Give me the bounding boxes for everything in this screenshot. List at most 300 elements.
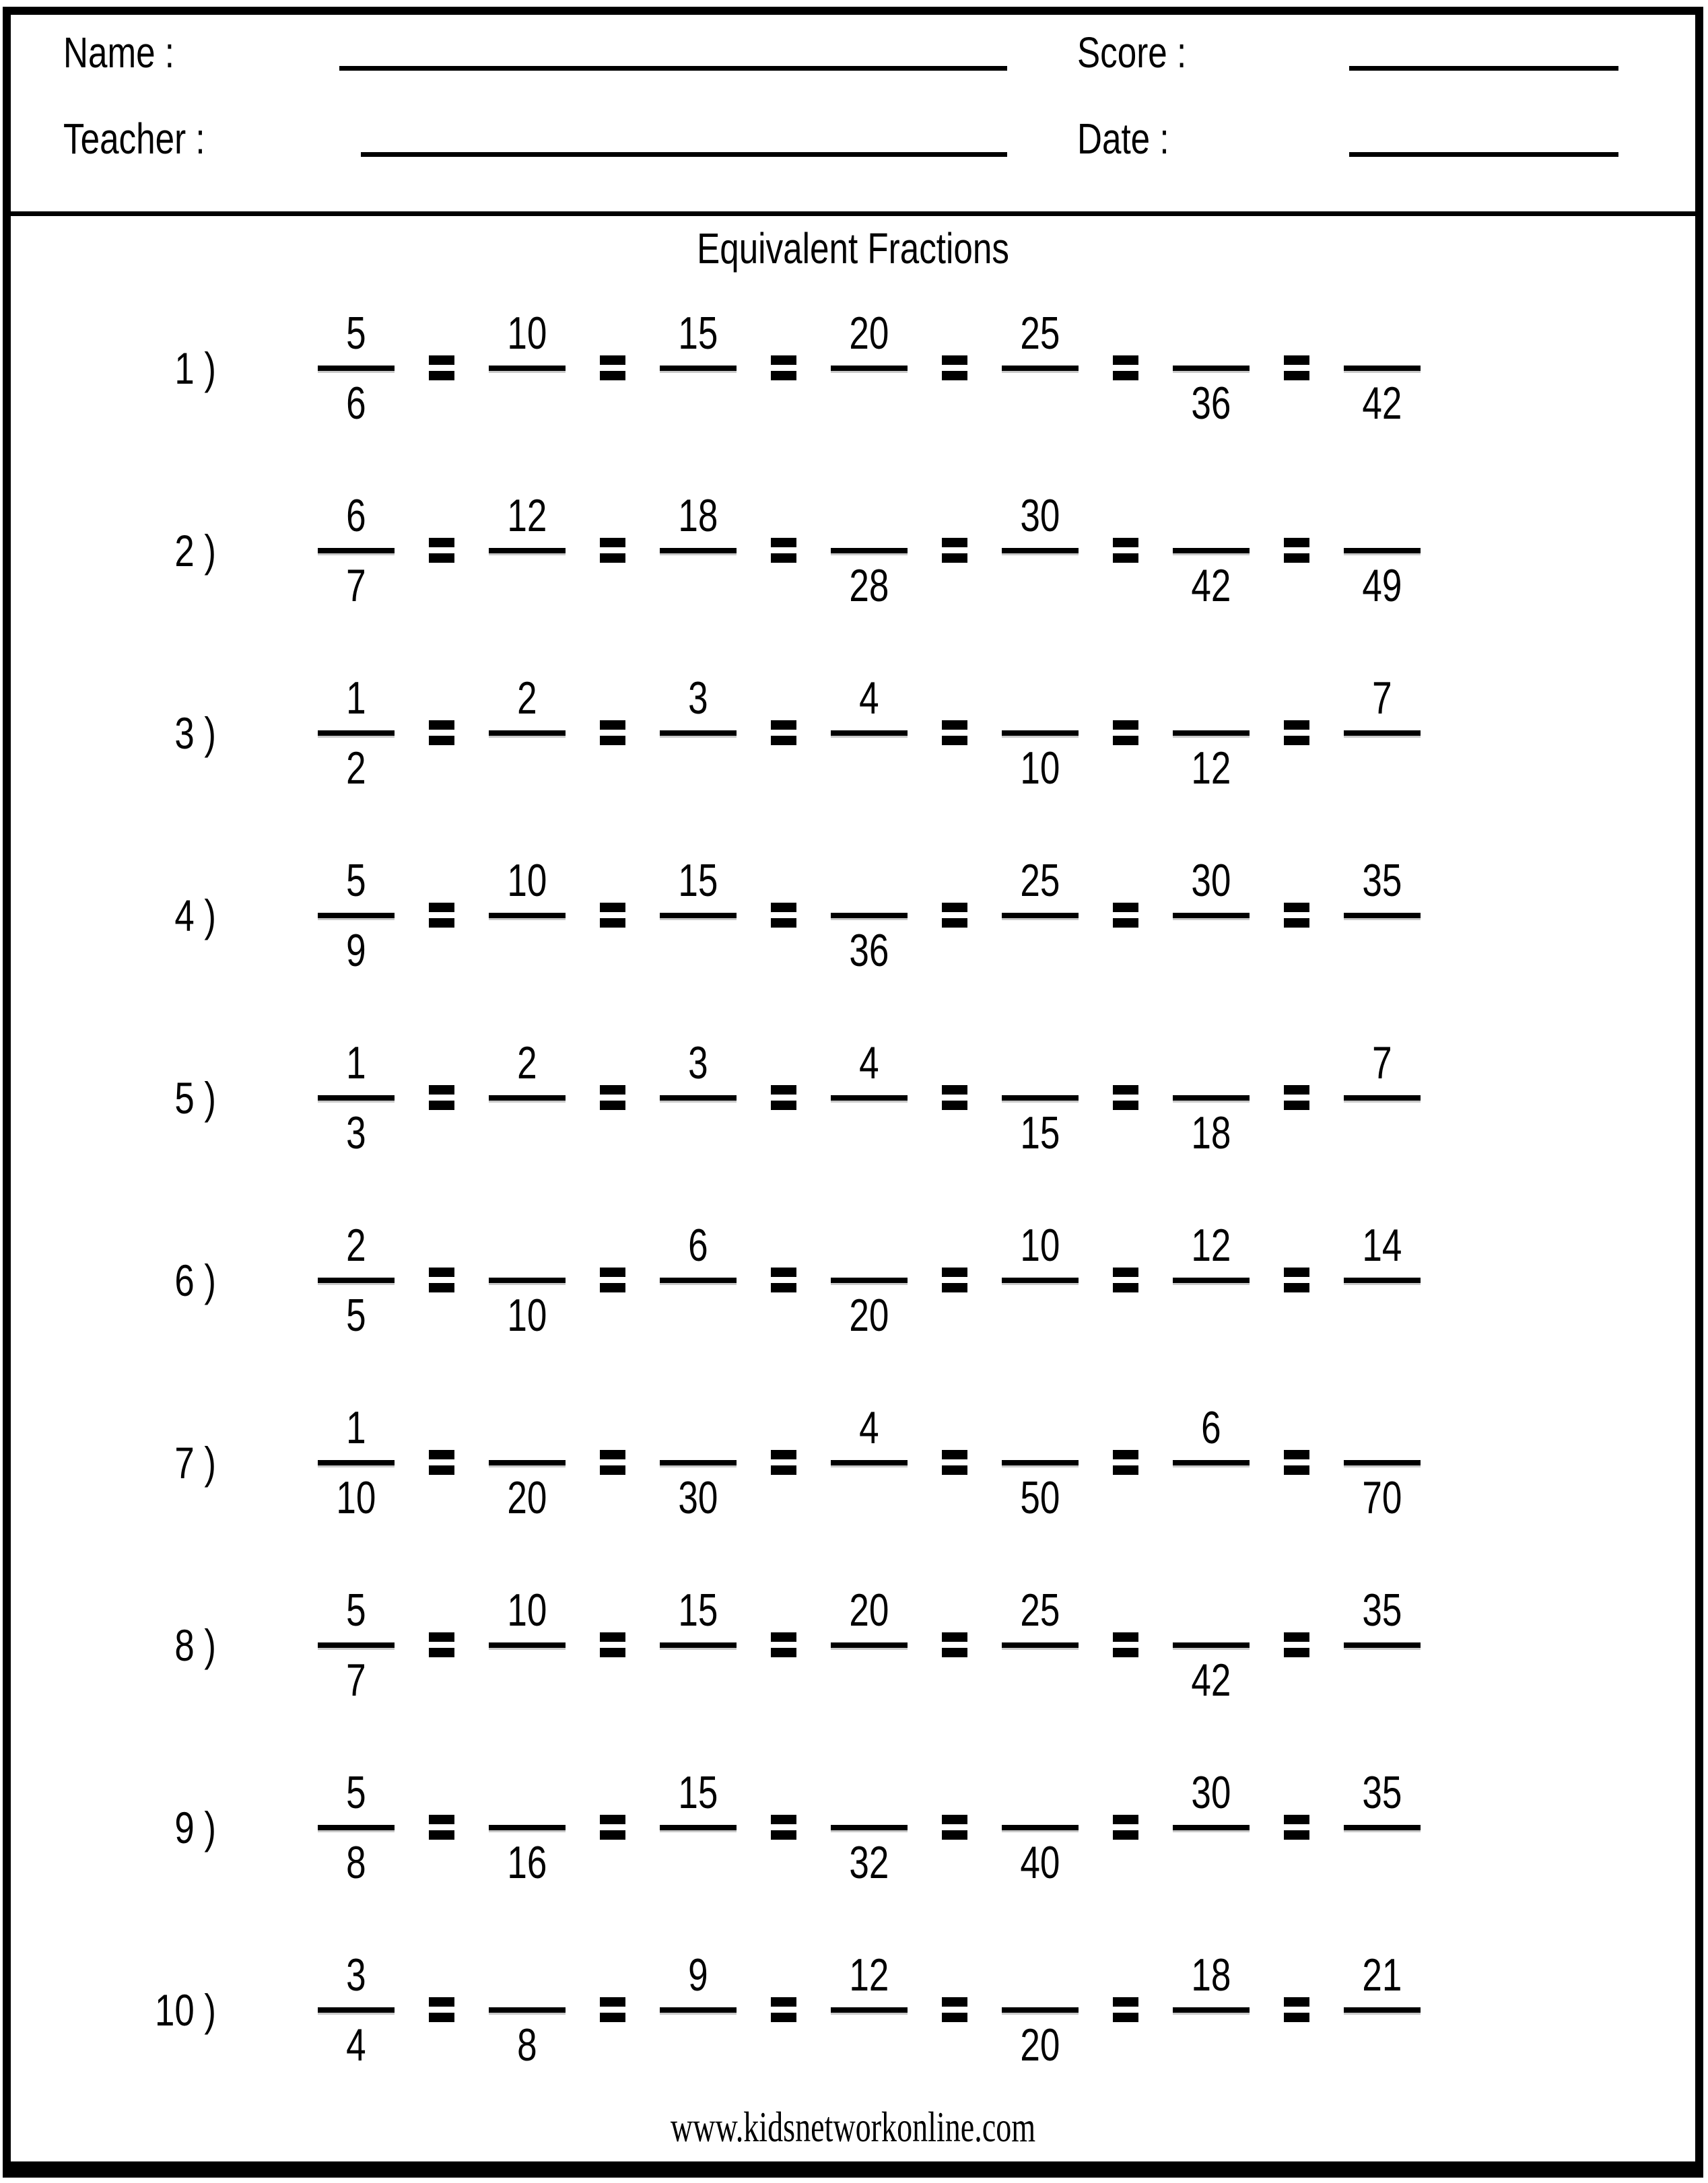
equals-sign xyxy=(429,355,454,380)
website-footer: www.kidsnetworkonline.com xyxy=(670,2103,1036,2151)
fraction-numerator: 12 xyxy=(1191,1219,1231,1271)
fraction xyxy=(986,1043,1094,1158)
equals-sign xyxy=(429,1632,454,1657)
fraction-bar xyxy=(1002,1095,1079,1101)
fraction-numerator: 20 xyxy=(849,307,889,359)
equals-sign xyxy=(600,538,625,563)
fraction xyxy=(644,1219,752,1336)
fraction-numerator: 10 xyxy=(507,1584,547,1636)
fraction-numerator: 5 xyxy=(346,1584,366,1636)
fraction-bar xyxy=(1173,1460,1250,1465)
fraction-bar xyxy=(1002,1278,1079,1283)
fraction-bar xyxy=(1002,1642,1079,1648)
equals-sign xyxy=(600,1268,625,1292)
fraction-numerator: 7 xyxy=(1372,1037,1392,1088)
fraction xyxy=(473,1955,581,2071)
equals-sign xyxy=(429,1450,454,1475)
fraction-numerator: 18 xyxy=(678,489,718,541)
fraction-numerator: 10 xyxy=(1020,1219,1060,1271)
fraction-numerator: 35 xyxy=(1362,1584,1402,1636)
problem-row xyxy=(11,824,1695,1006)
fraction-bar xyxy=(1173,1095,1250,1101)
fraction-denominator: 10 xyxy=(507,1289,547,1341)
fraction-denominator: 42 xyxy=(1191,559,1231,611)
fraction-bar xyxy=(1173,548,1250,553)
problem-row xyxy=(11,1736,1695,1918)
problem-number: 3 ) xyxy=(174,707,216,758)
problem-row xyxy=(11,1918,1695,2101)
fraction-numerator: 9 xyxy=(688,1949,708,2001)
problem-row xyxy=(11,1006,1695,1189)
fraction-numerator: 7 xyxy=(1372,672,1392,724)
fraction xyxy=(473,1584,581,1700)
equals-sign xyxy=(600,1450,625,1475)
fraction-numerator: 25 xyxy=(1020,307,1060,359)
problem-number: 5 ) xyxy=(174,1072,216,1123)
fraction-numerator: 3 xyxy=(346,1949,366,2001)
problem-row xyxy=(11,1554,1695,1736)
fraction-bar xyxy=(660,1642,737,1648)
fraction-numerator: 15 xyxy=(678,307,718,359)
fraction-bar xyxy=(1173,913,1250,918)
equals-sign xyxy=(771,1997,796,2022)
fraction-bar xyxy=(318,2007,395,2013)
fraction xyxy=(302,1949,410,2071)
fraction-denominator: 8 xyxy=(346,1836,366,1888)
fraction-bar xyxy=(489,2007,566,2013)
fraction-denominator: 6 xyxy=(346,377,366,429)
equals-sign xyxy=(429,903,454,928)
equals-sign xyxy=(600,1632,625,1657)
fraction-numerator: 20 xyxy=(849,1584,889,1636)
fraction xyxy=(1157,495,1265,611)
fraction-bar xyxy=(660,366,737,371)
fraction-numerator: 25 xyxy=(1020,854,1060,906)
fraction-bar xyxy=(1002,1825,1079,1830)
equals-sign xyxy=(942,720,967,745)
fraction-bar xyxy=(489,1095,566,1101)
teacher-field-line[interactable] xyxy=(361,152,1007,157)
fraction-bar xyxy=(1344,1642,1421,1648)
fraction-numerator: 12 xyxy=(849,1949,889,2001)
equals-sign xyxy=(942,1997,967,2022)
equals-sign xyxy=(942,538,967,563)
equals-sign xyxy=(1284,1632,1309,1657)
equals-sign xyxy=(1113,720,1138,745)
fraction-numerator: 18 xyxy=(1191,1949,1231,2001)
score-label: Score : xyxy=(1077,28,1187,77)
date-label: Date : xyxy=(1077,114,1169,163)
fraction-bar xyxy=(489,1642,566,1648)
equals-sign xyxy=(771,1268,796,1292)
problem-row xyxy=(11,459,1695,642)
fraction xyxy=(644,307,752,423)
fraction-numerator: 30 xyxy=(1191,854,1231,906)
fraction-denominator: 30 xyxy=(678,1471,718,1523)
fraction-bar xyxy=(831,1460,908,1465)
equals-sign xyxy=(771,1085,796,1110)
fraction-denominator: 7 xyxy=(346,1654,366,1706)
equals-sign xyxy=(1284,1815,1309,1840)
fraction-denominator: 15 xyxy=(1020,1107,1060,1158)
fraction-bar xyxy=(1002,730,1079,736)
problem-number: 6 ) xyxy=(174,1255,216,1305)
fraction-bar xyxy=(660,1095,737,1101)
fraction-denominator: 10 xyxy=(336,1471,376,1523)
problem-row xyxy=(11,642,1695,824)
fraction xyxy=(1328,672,1436,788)
fraction-bar xyxy=(489,1460,566,1465)
fraction-denominator: 20 xyxy=(849,1289,889,1341)
fraction-denominator: 3 xyxy=(346,1107,366,1158)
fraction-bar xyxy=(660,730,737,736)
fraction xyxy=(815,1772,923,1888)
fraction-bar xyxy=(660,1278,737,1283)
fraction-denominator: 8 xyxy=(517,2019,537,2071)
equals-sign xyxy=(600,1085,625,1110)
fraction-numerator: 35 xyxy=(1362,1766,1402,1818)
fraction xyxy=(1157,313,1265,429)
fraction-numerator: 6 xyxy=(688,1219,708,1271)
problem-number: 1 ) xyxy=(174,343,216,393)
fraction-numerator: 1 xyxy=(346,672,366,724)
worksheet-body xyxy=(11,224,1695,2151)
name-field-line[interactable] xyxy=(339,66,1007,71)
fraction xyxy=(1157,1766,1265,1883)
equals-sign xyxy=(429,1997,454,2022)
fraction-bar xyxy=(1344,1278,1421,1283)
fraction xyxy=(1328,1766,1436,1883)
equals-sign xyxy=(942,1815,967,1840)
fraction-numerator: 25 xyxy=(1020,1584,1060,1636)
fraction-numerator: 2 xyxy=(517,672,537,724)
fraction-bar xyxy=(318,913,395,918)
fraction-bar xyxy=(1344,366,1421,371)
fraction xyxy=(473,1408,581,1523)
fraction-denominator: 36 xyxy=(849,924,889,976)
fraction-bar xyxy=(318,548,395,553)
fraction-numerator: 15 xyxy=(678,1584,718,1636)
equals-sign xyxy=(1113,1815,1138,1840)
fraction-numerator: 1 xyxy=(346,1037,366,1088)
fraction-bar xyxy=(1344,1095,1421,1101)
fraction-bar xyxy=(1002,1460,1079,1465)
fraction-bar xyxy=(831,548,908,553)
equals-sign xyxy=(942,355,967,380)
problem-number: 10 ) xyxy=(155,1984,216,2035)
equals-sign xyxy=(1113,1997,1138,2022)
fraction xyxy=(302,1401,410,1523)
fraction-numerator: 15 xyxy=(678,1766,718,1818)
fraction-bar xyxy=(660,913,737,918)
header xyxy=(11,15,1695,216)
fraction-bar xyxy=(1344,1460,1421,1465)
fraction-denominator: 4 xyxy=(346,2019,366,2071)
fraction xyxy=(644,1584,752,1700)
fraction xyxy=(644,1766,752,1883)
equals-sign xyxy=(771,1450,796,1475)
equals-sign xyxy=(771,903,796,928)
fraction xyxy=(1157,1401,1265,1518)
equals-sign xyxy=(942,1085,967,1110)
fraction xyxy=(815,1949,923,2065)
fraction xyxy=(815,307,923,423)
fraction-bar xyxy=(318,730,395,736)
fraction xyxy=(986,1584,1094,1700)
equals-sign xyxy=(771,720,796,745)
fraction xyxy=(986,1772,1094,1888)
score-field-line[interactable] xyxy=(1349,66,1618,71)
page-title: Equivalent Fractions xyxy=(697,224,1009,273)
equals-sign xyxy=(1284,538,1309,563)
fraction-bar xyxy=(318,1460,395,1465)
equals-sign xyxy=(1284,903,1309,928)
equals-sign xyxy=(600,1815,625,1840)
fraction-bar xyxy=(1344,1825,1421,1830)
equals-sign xyxy=(1284,1085,1309,1110)
fraction-bar xyxy=(1002,913,1079,918)
problems xyxy=(11,277,1695,2101)
fraction-denominator: 28 xyxy=(849,559,889,611)
fraction-bar xyxy=(318,366,395,371)
problem-row xyxy=(11,277,1695,459)
fraction xyxy=(644,1949,752,2065)
equals-sign xyxy=(429,1815,454,1840)
fraction-bar xyxy=(831,913,908,918)
fraction-bar xyxy=(1173,1642,1250,1648)
fraction-denominator: 9 xyxy=(346,924,366,976)
fraction-bar xyxy=(1173,366,1250,371)
fraction-bar xyxy=(660,548,737,553)
equals-sign xyxy=(1284,355,1309,380)
fraction-numerator: 3 xyxy=(688,1037,708,1088)
equals-sign xyxy=(1284,720,1309,745)
fraction-bar xyxy=(1344,730,1421,736)
fraction-bar xyxy=(489,913,566,918)
fraction-denominator: 32 xyxy=(849,1836,889,1888)
fraction-bar xyxy=(1344,548,1421,553)
fraction-denominator: 10 xyxy=(1020,742,1060,794)
fraction xyxy=(302,1037,410,1158)
fraction xyxy=(302,854,410,976)
fraction xyxy=(302,1584,410,1706)
fraction-bar xyxy=(489,730,566,736)
fraction-bar xyxy=(831,730,908,736)
equals-sign xyxy=(1113,538,1138,563)
problem-row xyxy=(11,1371,1695,1554)
fraction xyxy=(473,854,581,971)
equals-sign xyxy=(429,1268,454,1292)
fraction-bar xyxy=(1344,2007,1421,2013)
fraction xyxy=(473,1037,581,1153)
fraction xyxy=(815,672,923,788)
equals-sign xyxy=(942,1268,967,1292)
fraction xyxy=(473,307,581,423)
equals-sign xyxy=(1113,1268,1138,1292)
problem-number: 9 ) xyxy=(174,1802,216,1852)
problem-number: 8 ) xyxy=(174,1620,216,1670)
fraction xyxy=(644,854,752,971)
fraction-bar xyxy=(1173,1278,1250,1283)
fraction xyxy=(815,1401,923,1518)
equals-sign xyxy=(1113,903,1138,928)
fraction-numerator: 10 xyxy=(507,854,547,906)
fraction-numerator: 10 xyxy=(507,307,547,359)
fraction xyxy=(1157,1949,1265,2065)
fraction-denominator: 18 xyxy=(1191,1107,1231,1158)
fraction-denominator: 42 xyxy=(1362,377,1402,429)
fraction-bar xyxy=(318,1642,395,1648)
fraction-denominator: 2 xyxy=(346,742,366,794)
fraction-numerator: 35 xyxy=(1362,854,1402,906)
fraction-numerator: 21 xyxy=(1362,1949,1402,2001)
fraction-bar xyxy=(1173,1825,1250,1830)
fraction xyxy=(815,1225,923,1341)
fraction-numerator: 14 xyxy=(1362,1219,1402,1271)
equals-sign xyxy=(600,1997,625,2022)
fraction-numerator: 4 xyxy=(859,672,879,724)
fraction xyxy=(986,854,1094,971)
fraction-bar xyxy=(489,1278,566,1283)
problem-number: 7 ) xyxy=(174,1437,216,1488)
fraction xyxy=(986,489,1094,606)
fraction xyxy=(302,1219,410,1341)
fraction-bar xyxy=(1344,913,1421,918)
fraction-bar xyxy=(831,1278,908,1283)
fraction xyxy=(302,1766,410,1888)
fraction-numerator: 5 xyxy=(346,307,366,359)
fraction xyxy=(986,1955,1094,2071)
equals-sign xyxy=(1284,1997,1309,2022)
equals-sign xyxy=(942,903,967,928)
fraction xyxy=(1328,495,1436,611)
equals-sign xyxy=(1284,1450,1309,1475)
equals-sign xyxy=(1284,1268,1309,1292)
fraction-bar xyxy=(318,1278,395,1283)
fraction-bar xyxy=(831,1642,908,1648)
fraction-bar xyxy=(831,1095,908,1101)
equals-sign xyxy=(429,720,454,745)
fraction-denominator: 50 xyxy=(1020,1471,1060,1523)
fraction-denominator: 49 xyxy=(1362,559,1402,611)
fraction xyxy=(1157,854,1265,971)
fraction-bar xyxy=(831,2007,908,2013)
fraction xyxy=(644,489,752,606)
fraction-numerator: 2 xyxy=(517,1037,537,1088)
fraction xyxy=(986,1219,1094,1336)
fraction xyxy=(473,489,581,606)
fraction-numerator: 4 xyxy=(859,1401,879,1453)
fraction-bar xyxy=(831,1825,908,1830)
fraction xyxy=(302,672,410,794)
fraction-numerator: 30 xyxy=(1020,489,1060,541)
equals-sign xyxy=(1113,1632,1138,1657)
fraction-bar xyxy=(660,2007,737,2013)
fraction xyxy=(815,495,923,611)
fraction-bar xyxy=(1173,730,1250,736)
fraction-numerator: 1 xyxy=(346,1401,366,1453)
fraction xyxy=(1328,1037,1436,1153)
fraction xyxy=(815,1584,923,1700)
fraction xyxy=(302,307,410,429)
fraction-bar xyxy=(489,366,566,371)
fraction-denominator: 36 xyxy=(1191,377,1231,429)
fraction xyxy=(1328,1219,1436,1336)
fraction-bar xyxy=(1002,548,1079,553)
equals-sign xyxy=(771,1815,796,1840)
fraction-denominator: 12 xyxy=(1191,742,1231,794)
problem-row xyxy=(11,1189,1695,1371)
fraction-denominator: 40 xyxy=(1020,1836,1060,1888)
problem-number: 4 ) xyxy=(174,890,216,940)
fraction xyxy=(473,1772,581,1888)
fraction xyxy=(986,678,1094,794)
equals-sign xyxy=(1113,1450,1138,1475)
fraction-numerator: 15 xyxy=(678,854,718,906)
fraction xyxy=(1328,1408,1436,1523)
equals-sign xyxy=(942,1632,967,1657)
fraction-numerator: 5 xyxy=(346,1766,366,1818)
fraction xyxy=(644,1408,752,1523)
fraction xyxy=(815,1037,923,1153)
fraction xyxy=(1328,1949,1436,2065)
fraction xyxy=(986,1408,1094,1523)
fraction xyxy=(1328,854,1436,971)
fraction-denominator: 20 xyxy=(507,1471,547,1523)
fraction-bar xyxy=(489,1825,566,1830)
equals-sign xyxy=(942,1450,967,1475)
fraction xyxy=(1157,1043,1265,1158)
fraction xyxy=(1328,1584,1436,1700)
fraction xyxy=(473,1225,581,1341)
fraction-bar xyxy=(318,1825,395,1830)
equals-sign xyxy=(600,355,625,380)
equals-sign xyxy=(429,1085,454,1110)
fraction-numerator: 3 xyxy=(688,672,708,724)
fraction xyxy=(1157,1219,1265,1336)
fraction-numerator: 6 xyxy=(1201,1401,1221,1453)
fraction-numerator: 4 xyxy=(859,1037,879,1088)
fraction-denominator: 7 xyxy=(346,559,366,611)
fraction-numerator: 12 xyxy=(507,489,547,541)
equals-sign xyxy=(771,355,796,380)
equals-sign xyxy=(600,720,625,745)
equals-sign xyxy=(771,538,796,563)
fraction-numerator: 30 xyxy=(1191,1766,1231,1818)
fraction-denominator: 70 xyxy=(1362,1471,1402,1523)
name-label: Name : xyxy=(63,28,175,77)
date-field-line[interactable] xyxy=(1349,152,1618,157)
fraction-bar xyxy=(1002,2007,1079,2013)
fraction-bar xyxy=(831,366,908,371)
equals-sign xyxy=(429,538,454,563)
fraction xyxy=(644,1037,752,1153)
fraction-denominator: 5 xyxy=(346,1289,366,1341)
fraction xyxy=(1328,313,1436,429)
fraction xyxy=(644,672,752,788)
fraction-numerator: 5 xyxy=(346,854,366,906)
fraction-bar xyxy=(489,548,566,553)
fraction xyxy=(302,489,410,611)
fraction xyxy=(1157,678,1265,794)
fraction-denominator: 20 xyxy=(1020,2019,1060,2071)
fraction-denominator: 42 xyxy=(1191,1654,1231,1706)
equals-sign xyxy=(1113,1085,1138,1110)
worksheet-sheet xyxy=(3,7,1703,2178)
fraction xyxy=(473,672,581,788)
equals-sign xyxy=(600,903,625,928)
fraction-bar xyxy=(1173,2007,1250,2013)
